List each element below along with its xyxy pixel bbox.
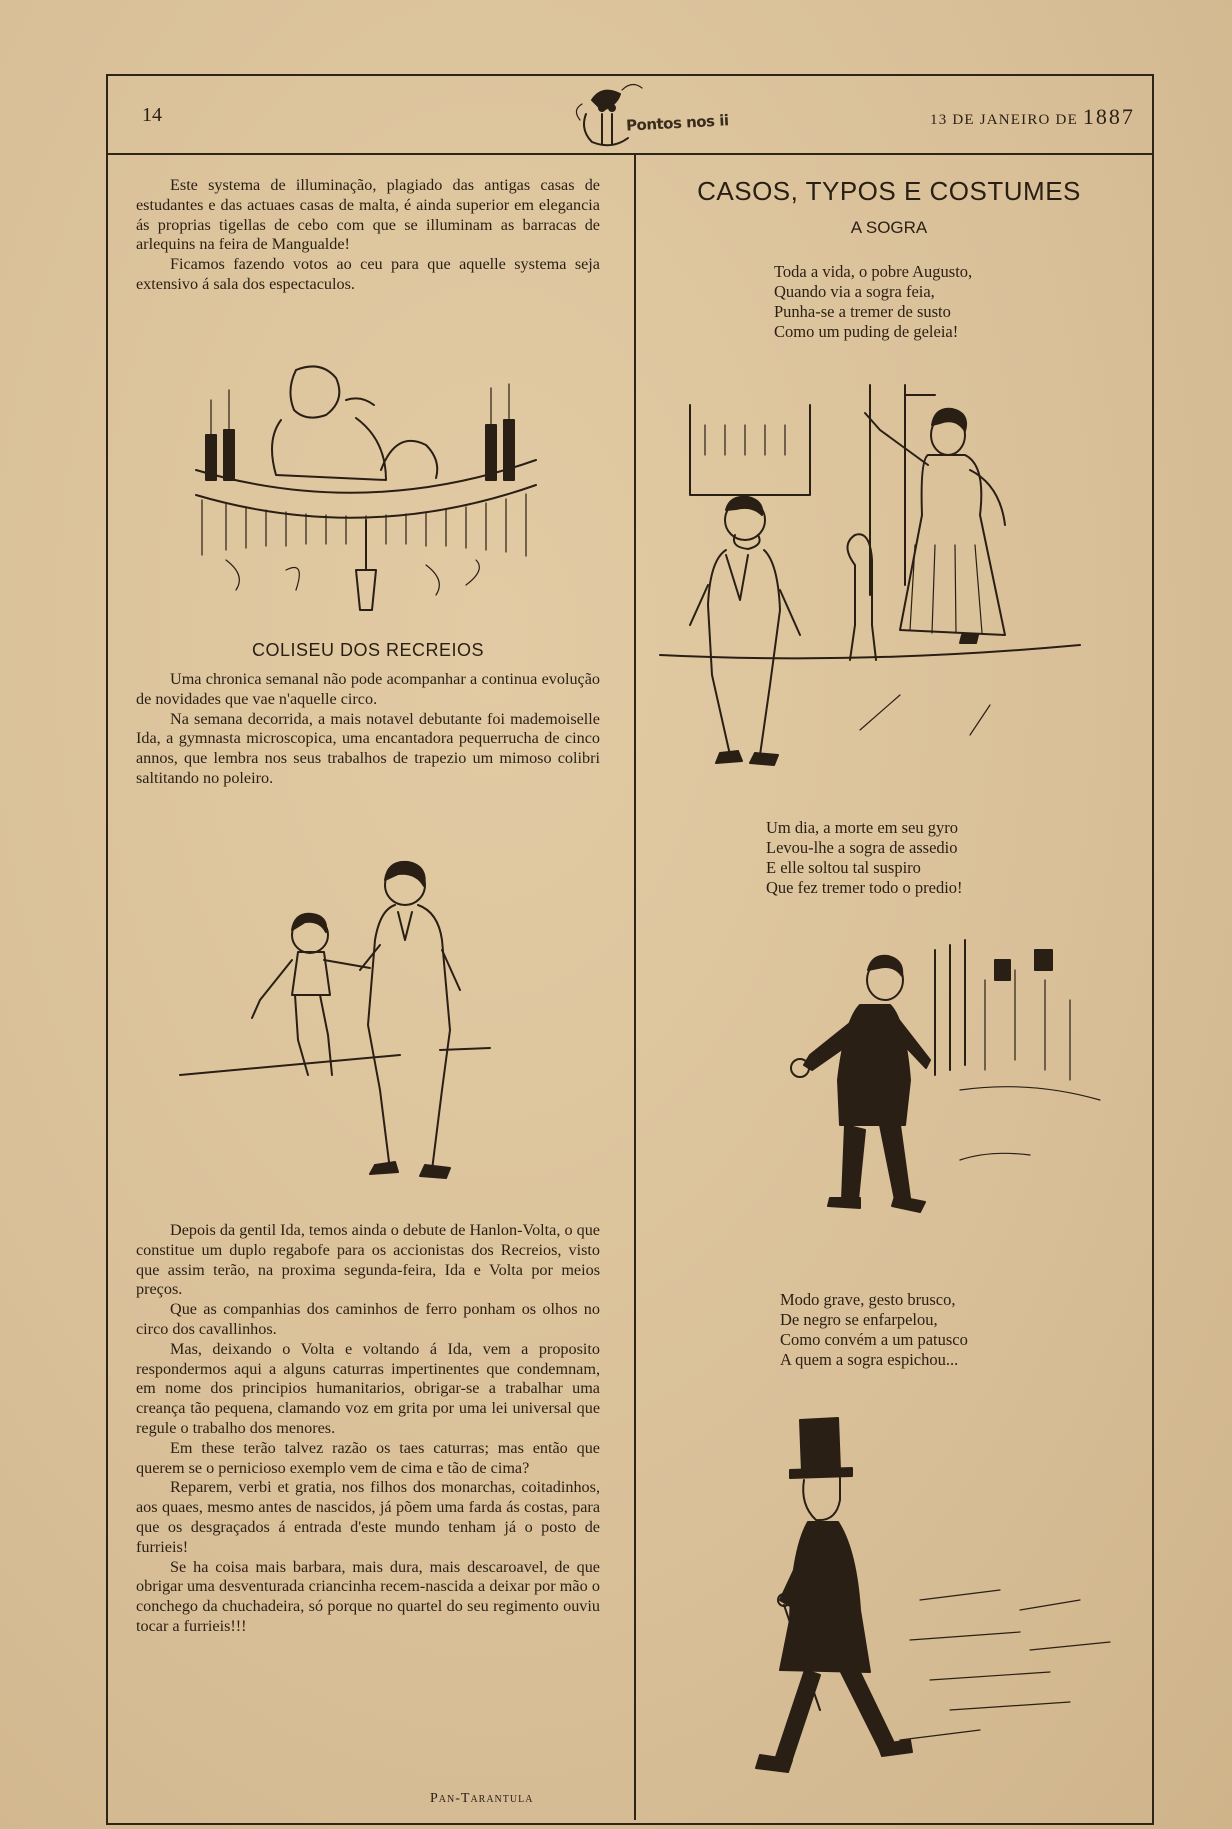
page-number: 14 — [142, 104, 162, 126]
paragraph: Na semana decorrida, a mais notavel debutante foi mademoiselle Ida, a gymnasta microscopica, uma encantadora pequerrucha de cinco annos, que lembra nos seus trabalhos de trapezio um mimoso colibri saltitando no poleiro. — [136, 709, 600, 787]
gymnast-illustration — [180, 850, 600, 1190]
verse-line: Modo grave, gesto brusco, — [780, 1290, 956, 1309]
main-article-text — [136, 1221, 600, 1637]
stanza-2 — [766, 818, 963, 898]
coliseu-heading: COLISEU DOS RECREIOS — [251, 640, 485, 660]
mourning-man-illustration — [730, 940, 1110, 1240]
paragraph: Este systema de illuminação, plagiado das antigas casas de estudantes e das actuaes casas de malta, é ainda superior em elegancia ás proprias tigellas de cebo com que se illuminam as barracas de arlequins na feira de Mangualde! — [136, 176, 600, 254]
paragraph: Ficamos fazendo votos ao ceu para que aquelle systema seja extensivo á sala dos espectaculos. — [136, 255, 600, 293]
issue-year: 1887 — [1082, 104, 1135, 129]
paragraph: Uma chronica semanal não pode acompanhar a continua evolução de novidades que vae n'aquelle circo. — [136, 670, 600, 708]
section-subtitle: A SOGRA — [850, 218, 928, 237]
verse-line: E elle soltou tal suspiro — [766, 858, 921, 877]
stanza-1 — [774, 262, 972, 342]
signature: Pan-Tarantula — [430, 1791, 534, 1806]
coliseu-text — [136, 670, 600, 789]
paragraph: Mas, deixando o Volta e voltando á Ida, vem a proposito respondermos aqui a alguns caturras impertinentes que condemnam, em nome dos principios humanitarios, obrigar-se a trabalhar uma creança tão pequena, clamando voz em grita por uma lei universal que regule o trabalho dos menores. — [136, 1339, 600, 1437]
paragraph: Que as companhias dos caminhos de ferro ponham os olhos no circo dos cavallinhos. — [136, 1300, 600, 1338]
paragraph: Em these terão talvez razão os taes caturras; mas então que querem se o pernicioso exemplo vem de cima e tão de cima? — [136, 1438, 600, 1477]
header-rule — [106, 153, 1152, 155]
verse-line: Que fez tremer todo o predio! — [766, 878, 963, 897]
paragraph: Se ha coisa mais barbara, mais dura, mais descaroavel, de que obrigar uma desventurada criancinha recem-nascida a deixar por mão o conchego da chuchadeira, só porque no quartel do seu regimento ouviu tocar a furrieis!!! — [136, 1557, 600, 1635]
verse-line: Como um puding de geleia! — [774, 322, 959, 341]
verse-line: Como convém a um patusco — [780, 1330, 968, 1349]
verse-line: De negro se enfarpelou, — [780, 1310, 938, 1329]
top-hat-man-illustration — [720, 1410, 1140, 1800]
frightened-augusto-illustration — [660, 385, 1100, 795]
verse-line: Um dia, a morte em seu gyro — [766, 818, 958, 837]
masthead-title: Pontos nos ii — [625, 111, 729, 135]
section-title: CASOS, TYPOS E COSTUMES — [697, 176, 1081, 206]
stanza-3 — [780, 1290, 968, 1370]
theater-box-illustration — [186, 360, 556, 620]
intro-text — [136, 176, 600, 295]
verse-line: Toda a vida, o pobre Augusto, — [774, 262, 973, 281]
issue-date — [930, 104, 1135, 130]
verse-line: A quem a sogra espichou... — [780, 1350, 959, 1369]
column-divider — [634, 154, 636, 1820]
issue-date-text: 13 DE JANEIRO DE — [930, 112, 1078, 128]
verse-line: Punha-se a tremer de susto — [774, 302, 951, 321]
paragraph: Depois da gentil Ida, temos ainda o debute de Hanlon-Volta, o que constitue um duplo regabofe para os accionistas dos Recreios, visto que assim terão, na proxima segunda-feira, Ida e Volta por meios preços. — [136, 1221, 600, 1299]
verse-line: Levou-lhe a sogra de assedio — [766, 838, 958, 857]
verse-line: Quando via a sogra feia, — [774, 282, 935, 301]
paragraph: Reparem, verbi et gratia, nos filhos dos monarchas, coitadinhos, aos quaes, mesmo antes de nascidos, já põem uma farda ás costas, para que os desgraçados á entrada d'este mundo tenham já o posto de furrieis! — [136, 1478, 600, 1556]
